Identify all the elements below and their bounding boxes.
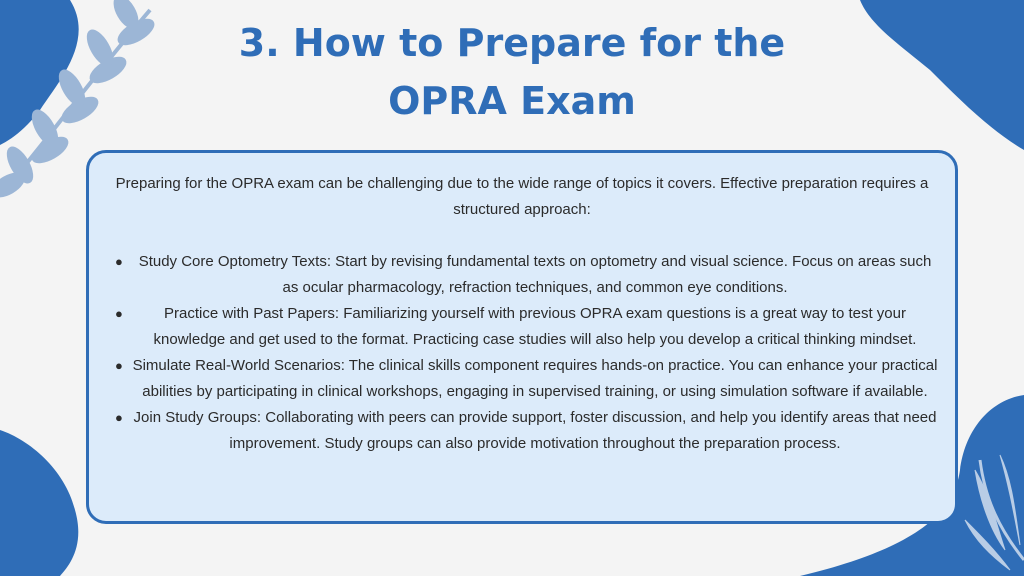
intro-text: Preparing for the OPRA exam can be challenging due to the wide range of topics it covers. Effective preparation requires a structured approach: — [115, 175, 929, 218]
page-title — [112, 14, 912, 130]
list-item-text: Simulate Real-World Scenarios: The clinical skills component requires hands-on practice. You can enhance your practical abilities by participating in clinical workshops, engaging in supervised training, or using simulation software if available. — [132, 357, 938, 400]
bottom-left-blob — [0, 430, 78, 576]
list-item — [105, 353, 939, 405]
bullet-icon: ● — [115, 306, 123, 321]
bullet-icon: ● — [115, 254, 123, 269]
spacer — [105, 223, 939, 249]
list-item — [105, 301, 939, 353]
list-item-text: Study Core Optometry Texts: Start by revising fundamental texts on optometry and visual science. Focus on areas such as ocular pharmacology, refraction techniques, and common eye conditions. — [138, 253, 932, 296]
bullet-icon: ● — [115, 358, 123, 373]
title-line-1: 3. How to Prepare for the — [238, 21, 786, 65]
list-item-text: Practice with Past Papers: Familiarizing yourself with previous OPRA exam questions is a great way to test your knowledge and get used to the format. Practicing case studies will also help you develop a critical thinking mindset. — [153, 305, 917, 348]
bullet-list — [105, 249, 939, 457]
title-line-2: OPRA Exam — [388, 79, 636, 123]
list-item — [105, 405, 939, 457]
list-item-text: Join Study Groups: Collaborating with peers can provide support, foster discussion, and help you identify areas that need improvement. Study groups can also provide motivation throughout the preparation process. — [133, 409, 937, 452]
list-item — [105, 249, 939, 301]
content-card — [86, 150, 958, 524]
bullet-icon: ● — [115, 410, 123, 425]
